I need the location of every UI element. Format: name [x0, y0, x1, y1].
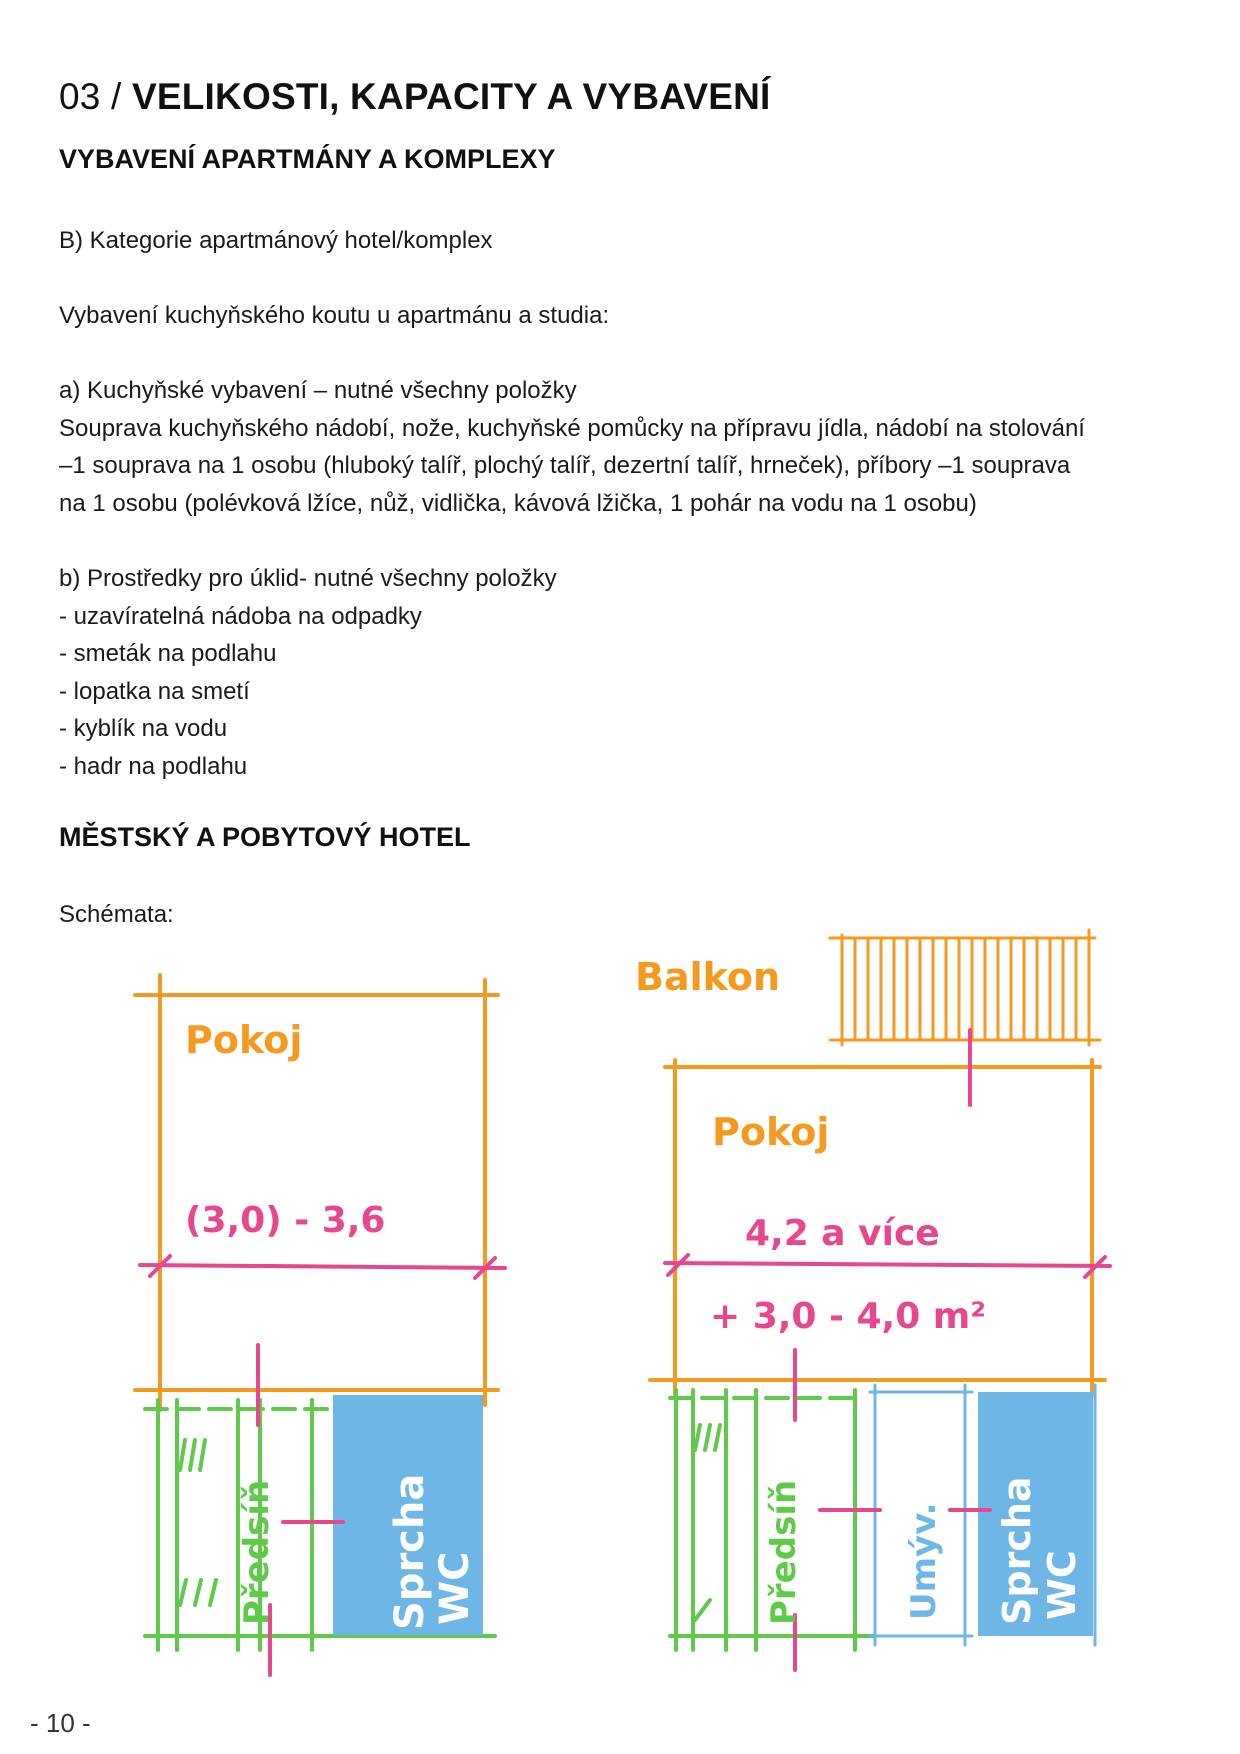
right-hall-label: Předsíň [764, 1479, 804, 1625]
kitchen-title: a) Kuchyňské vybavení – nutné všechny položky [59, 377, 577, 404]
left-width-label: (3,0) - 3,6 [185, 1200, 386, 1241]
cleaning-item: - kyblík na vodu [59, 715, 228, 742]
cleaning-item: - smeták na podlahu [59, 640, 277, 667]
left-bath-label-line1: Sprcha [387, 1473, 433, 1630]
cleaning-title: b) Prostředky pro úklid- nutné všechny položky [59, 565, 557, 592]
heading-number: 03 / [59, 76, 132, 117]
category-text: B) Kategorie apartmánový hotel/komplex [59, 227, 493, 254]
cleaning-item: - hadr na podlahu [59, 752, 248, 780]
right-bath-label-line1: Sprcha [995, 1476, 1039, 1625]
intro-text: Vybavení kuchyňského koutu u apartmánu a studia: [59, 302, 610, 329]
cleaning-item: - uzavíratelná nádoba na odpadky [59, 602, 422, 630]
cleaning-item: - lopatka na smetí [59, 677, 250, 705]
right-balcony-label: Balkon [635, 955, 781, 999]
heading-title: VELIKOSTI, KAPACITY A VYBAVENÍ [132, 76, 771, 117]
schemata-label: Schémata: [59, 901, 174, 928]
right-hall-dimension [795, 1350, 990, 1670]
right-width-label: 4,2 a více [745, 1213, 940, 1254]
left-room-label: Pokoj [185, 1018, 303, 1062]
right-area-label: + 3,0 - 4,0 m² [710, 1296, 987, 1337]
left-bath-label-line2: WC [432, 1551, 478, 1625]
right-wash-label: Umýv. [904, 1502, 944, 1620]
right-balcony [830, 930, 1100, 1045]
section-title-apartments: VYBAVENÍ APARTMÁNY A KOMPLEXY [59, 144, 556, 174]
kitchen-line: Souprava kuchyňského nádobí, nože, kuchyňské pomůcky na přípravu jídla, nádobí na stolování [59, 414, 1085, 442]
kitchen-line: –1 souprava na 1 osobu (hluboký talíř, plochý talíř, dezertní talíř, hrneček), příbory –1 souprava [59, 452, 1071, 479]
right-room-label: Pokoj [712, 1110, 830, 1154]
kitchen-line: na 1 osobu (polévková lžíce, nůž, vidlička, kávová lžička, 1 pohár na vodu na 1 osobu) [59, 489, 977, 517]
section-title-hotel: MĚSTSKÝ A POBYTOVÝ HOTEL [59, 822, 471, 852]
left-width-dimension [140, 1256, 505, 1278]
left-hall-label: Předsíň [237, 1479, 277, 1625]
right-bath-label-line2: WC [1040, 1550, 1084, 1620]
page-number: - 10 - [30, 1708, 91, 1738]
